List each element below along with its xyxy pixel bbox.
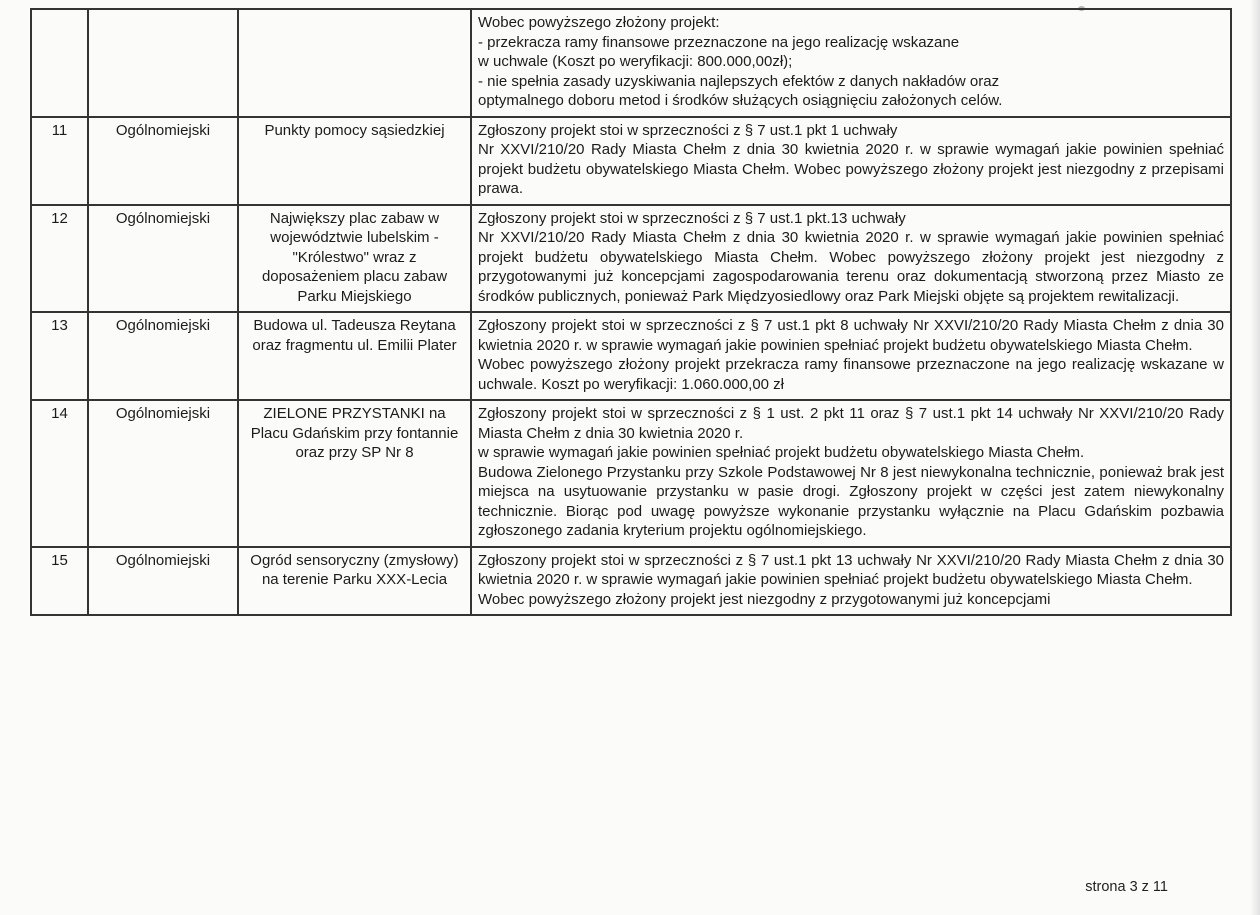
cell-number bbox=[31, 9, 88, 117]
justification-paragraph: - nie spełnia zasady uzyskiwania najlepszych efektów z danych nakładów oraz bbox=[478, 72, 1000, 90]
cell-type: Ogólnomiejski bbox=[88, 205, 238, 313]
cell-project-name: Największy plac zabaw w województwie lubelskim - "Królestwo" wraz z doposażeniem placu zabaw Parku Miejskiego bbox=[238, 205, 471, 313]
projects-table bbox=[30, 8, 1232, 616]
cell-justification bbox=[471, 547, 1231, 616]
justification-paragraph: Zgłoszony projekt stoi w sprzeczności z § 7 ust.1 pkt.13 uchwały bbox=[478, 209, 906, 227]
cell-project-name: Budowa ul. Tadeusza Reytana oraz fragmentu ul. Emilii Plater bbox=[238, 312, 471, 400]
cell-number: 15 bbox=[31, 547, 88, 616]
cell-project-name: ZIELONE PRZYSTANKI na Placu Gdańskim przy fontannie oraz przy SP Nr 8 bbox=[238, 400, 471, 547]
justification-paragraph: optymalnego doboru metod i środków służących osiągnięciu założonych celów. bbox=[478, 92, 1003, 109]
table-body bbox=[31, 9, 1231, 615]
table-row bbox=[31, 547, 1231, 616]
justification-paragraph: Zgłoszony projekt stoi w sprzeczności z § 7 ust.1 pkt 1 uchwały bbox=[478, 121, 898, 139]
justification-paragraph: Zgłoszony projekt stoi w sprzeczności z § 7 ust.1 pkt 13 uchwały Nr XXVI/210/20 Rady Miasta Chełm z dnia 30 kwietnia 2020 r. w sprawie wymagań jakie powinien spełniać projekt budżetu obywatelskiego Miasta Chełm. bbox=[478, 551, 1224, 588]
justification-paragraph: Nr XXVI/210/20 Rady Miasta Chełm z dnia 30 kwietnia 2020 r. w sprawie wymagań jakie powinien spełniać projekt budżetu obywatelskiego Miasta Chełm. Wobec powyższego złożony projekt jest niezgodny z przygotowanymi już koncepcjami zagospodarowania terenu oraz dokumentacją stworzoną przez Miasto ze środków publicznych, ponieważ Park Międzyosiedlowy oraz Park Miejski objęte są projektem rewitalizacji. bbox=[478, 229, 1224, 305]
cell-number: 12 bbox=[31, 205, 88, 313]
justification-paragraph: Wobec powyższego złożony projekt jest niezgodny z przygotowanymi już koncepcjami bbox=[478, 590, 1051, 608]
justification-paragraph: Wobec powyższego złożony projekt przekracza ramy finansowe przeznaczone na jego realizację wskazane w uchwale. Koszt po weryfikacji: 1.060.000,00 zł bbox=[478, 356, 1224, 393]
justification-paragraph: Nr XXVI/210/20 Rady Miasta Chełm z dnia 30 kwietnia 2020 r. w sprawie wymagań jakie powinien spełniać projekt budżetu obywatelskiego Miasta Chełm. Wobec powyższego złożony projekt jest niezgodny z przepisami prawa. bbox=[478, 141, 1224, 197]
cell-number: 14 bbox=[31, 400, 88, 547]
table-row bbox=[31, 400, 1231, 547]
justification-paragraph: Zgłoszony projekt stoi w sprzeczności z § 7 ust.1 pkt 8 uchwały Nr XXVI/210/20 Rady Miasta Chełm z dnia 30 kwietnia 2020 r. w sprawie wymagań jakie powinien spełniać projekt budżetu obywatelskiego Miasta Chełm. bbox=[478, 317, 1224, 354]
cell-justification bbox=[471, 400, 1231, 547]
cell-type: Ogólnomiejski bbox=[88, 312, 238, 400]
cell-justification bbox=[471, 117, 1231, 205]
justification-paragraph: - przekracza ramy finansowe przeznaczone na jego realizację wskazane bbox=[478, 33, 960, 51]
justification-paragraph: Budowa Zielonego Przystanku przy Szkole Podstawowej Nr 8 jest niewykonalna technicznie, ponieważ brak jest miejsca na usytuowanie przystanku w pasie drogi. Zgłoszony projekt w części jest zatem niewykonalny technicznie. Biorąc pod uwagę powyższe wykonanie przystanku wyłącznie na Placu Gdańskim pozbawia zgłoszonego zadania kryterium projektu ogólnomiejskiego. bbox=[478, 463, 1224, 539]
cell-justification bbox=[471, 9, 1231, 117]
cell-type: Ogólnomiejski bbox=[88, 400, 238, 547]
cell-project-name bbox=[238, 9, 471, 117]
justification-paragraph: w sprawie wymagań jakie powinien spełniać projekt budżetu obywatelskiego Miasta Chełm. bbox=[478, 444, 1085, 461]
justification-paragraph: Wobec powyższego złożony projekt: bbox=[478, 14, 720, 31]
cell-type: Ogólnomiejski bbox=[88, 547, 238, 616]
cell-project-name: Ogród sensoryczny (zmysłowy) na terenie Parku XXX-Lecia bbox=[238, 547, 471, 616]
justification-paragraph: w uchwale (Koszt po weryfikacji: 800.000,00zł); bbox=[478, 53, 793, 70]
table-row bbox=[31, 9, 1231, 117]
table-row bbox=[31, 312, 1231, 400]
cell-justification bbox=[471, 205, 1231, 313]
scan-edge-shadow bbox=[1250, 0, 1260, 915]
table-row bbox=[31, 117, 1231, 205]
cell-justification bbox=[471, 312, 1231, 400]
cell-number: 13 bbox=[31, 312, 88, 400]
cell-type: Ogólnomiejski bbox=[88, 117, 238, 205]
justification-paragraph: Zgłoszony projekt stoi w sprzeczności z § 1 ust. 2 pkt 11 oraz § 7 ust.1 pkt 14 uchwały Nr XXVI/210/20 Rady Miasta Chełm z dnia 30 kwietnia 2020 r. bbox=[478, 405, 1224, 442]
cell-project-name: Punkty pomocy sąsiedzkiej bbox=[238, 117, 471, 205]
page-number: strona 3 z 11 bbox=[1085, 879, 1168, 895]
cell-type bbox=[88, 9, 238, 117]
table-row bbox=[31, 205, 1231, 313]
cell-number: 11 bbox=[31, 117, 88, 205]
